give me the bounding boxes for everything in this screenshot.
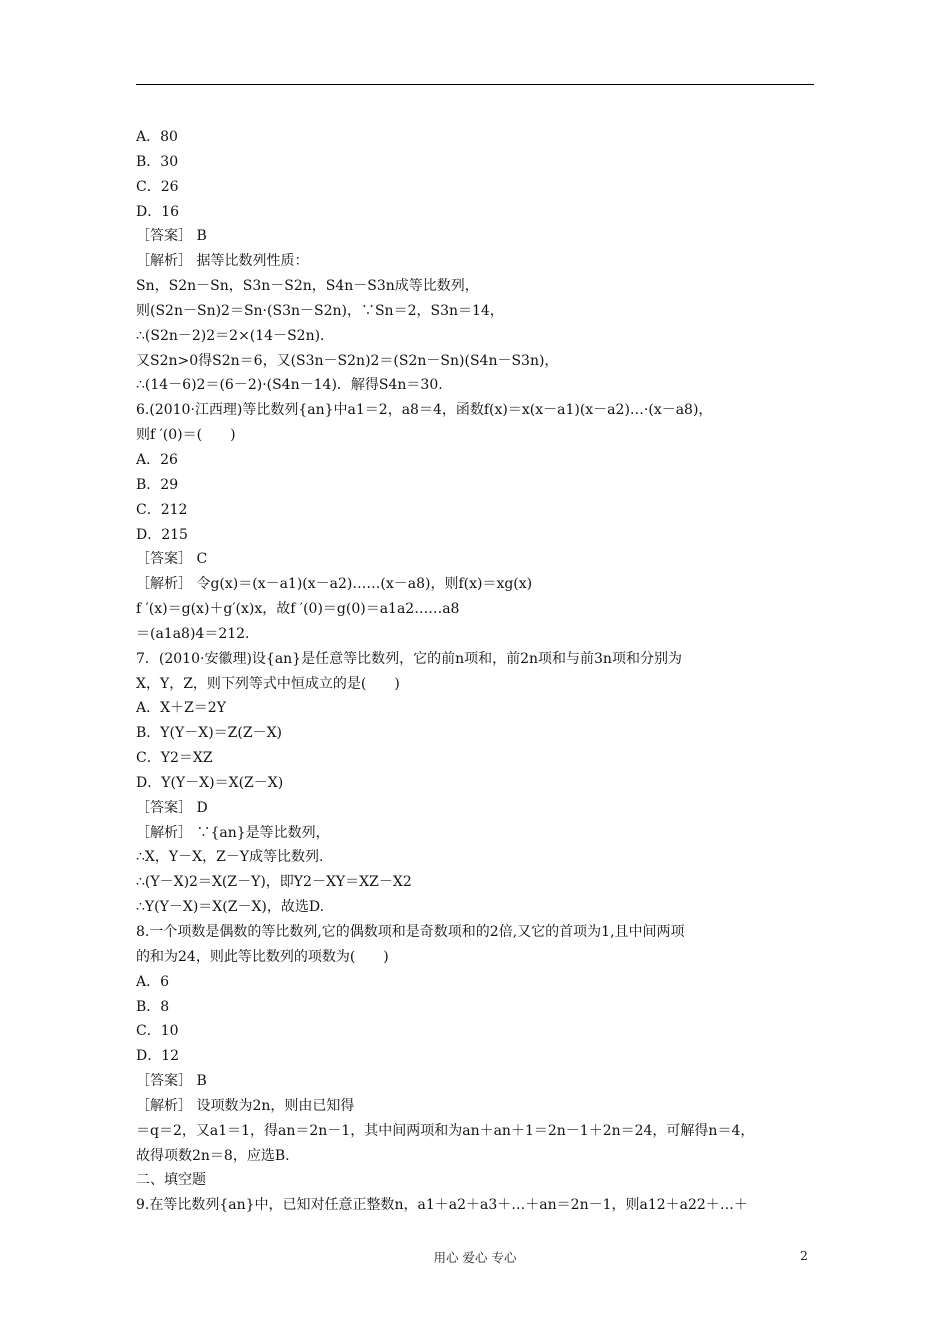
text-line: ∴X，Y－X，Z－Y成等比数列.: [136, 849, 324, 866]
footer-text: 用心 爱心 专心: [433, 1250, 517, 1265]
text-line: 又S2n>0得S2n＝6，又(S3n－S2n)2＝(S2n－Sn)(S4n－S3n)，: [136, 352, 559, 369]
text-line: ［解析］ 设项数为2n，则由已知得: [136, 1097, 355, 1114]
text-line: C．26: [136, 178, 179, 195]
text-line: ＝q＝2，又a1＝1，得an＝2n－1，其中间两项和为an＋an＋1＝2n－1＋2n＝24，可解得n＝4，: [136, 1122, 755, 1139]
text-line: D．215: [136, 526, 188, 543]
text-line: ［答案］ B: [136, 1073, 207, 1090]
page-number: 2: [800, 1248, 808, 1263]
text-line: 9.在等比数列{an}中，已知对任意正整数n，a1＋a2＋a3＋…＋an＝2n－1，则a12＋a22＋…＋: [136, 1197, 748, 1214]
text-line: ∴(Y－X)2＝X(Z－Y)，即Y2－XY＝XZ－X2: [136, 874, 412, 891]
text-line: C．Y2＝XZ: [136, 750, 213, 767]
text-line: ∴(14－6)2＝(6－2)·(S4n－14)．解得S4n＝30.: [136, 377, 443, 394]
text-line: D．16: [136, 203, 180, 220]
text-line: X，Y，Z，则下列等式中恒成立的是( ): [136, 675, 400, 692]
text-line: ［解析］ ∵{an}是等比数列，: [136, 824, 330, 841]
document-body: [136, 125, 820, 1218]
text-line: ［答案］ D: [136, 799, 208, 816]
text-line: Sn，S2n－Sn，S3n－S2n，S4n－S3n成等比数列，: [136, 278, 479, 295]
text-line: 7．(2010·安徽理)设{an}是任意等比数列，它的前n项和，前2n项和与前3n项和分别为: [136, 650, 682, 667]
text-line: 故得项数2n＝8，应选B.: [136, 1147, 290, 1164]
text-line: B．29: [136, 476, 179, 493]
text-line: 8.一个项数是偶数的等比数列,它的偶数项和是奇数项和的2倍,又它的首项为1,且中间两项: [136, 924, 685, 940]
text-line: B．Y(Y－X)＝Z(Z－X): [136, 725, 283, 742]
text-line: 则(S2n－Sn)2＝Sn·(S3n－S2n)，∵Sn＝2，S3n＝14，: [136, 302, 504, 319]
text-line: ＝(a1a8)4＝212.: [136, 625, 250, 642]
header-rule: [136, 84, 814, 85]
text-line: ∴(S2n－2)2＝2×(14－S2n)．: [136, 327, 335, 344]
text-line: A．X＋Z＝2Y: [136, 700, 226, 717]
text-line: B．8: [136, 998, 170, 1015]
text-line: A．80: [136, 129, 178, 145]
text-line: C．212: [136, 501, 188, 518]
text-line: 的和为24，则此等比数列的项数为( ): [136, 948, 389, 965]
text-line: ［答案］ C: [136, 551, 208, 568]
text-line: ［解析］ 据等比数列性质：: [136, 253, 309, 270]
text-line: D．12: [136, 1048, 180, 1065]
text-line: ［解析］ 令g(x)＝(x－a1)(x－a2)……(x－a8)，则f(x)＝xg(x): [136, 576, 533, 593]
text-line: 6.(2010·江西理)等比数列{an}中a1＝2，a8＝4，函数f(x)＝x(x－a1)(x－a2)…·(x－a8)，: [136, 402, 713, 419]
text-line: ［答案］ B: [136, 228, 207, 245]
text-line: 则f ′(0)＝( ): [136, 427, 236, 444]
text-line: 二、填空题: [136, 1172, 206, 1189]
text-line: A．26: [136, 451, 178, 468]
text-line: B．30: [136, 153, 179, 170]
text-line: f ′(x)＝g(x)＋g′(x)x，故f ′(0)＝g(0)＝a1a2……a8: [136, 601, 460, 618]
text-line: A．6: [136, 973, 170, 990]
text-line: ∴Y(Y－X)＝X(Z－X)，故选D.: [136, 899, 325, 916]
text-line: C．10: [136, 1023, 179, 1040]
text-line: D．Y(Y－X)＝X(Z－X): [136, 774, 284, 791]
